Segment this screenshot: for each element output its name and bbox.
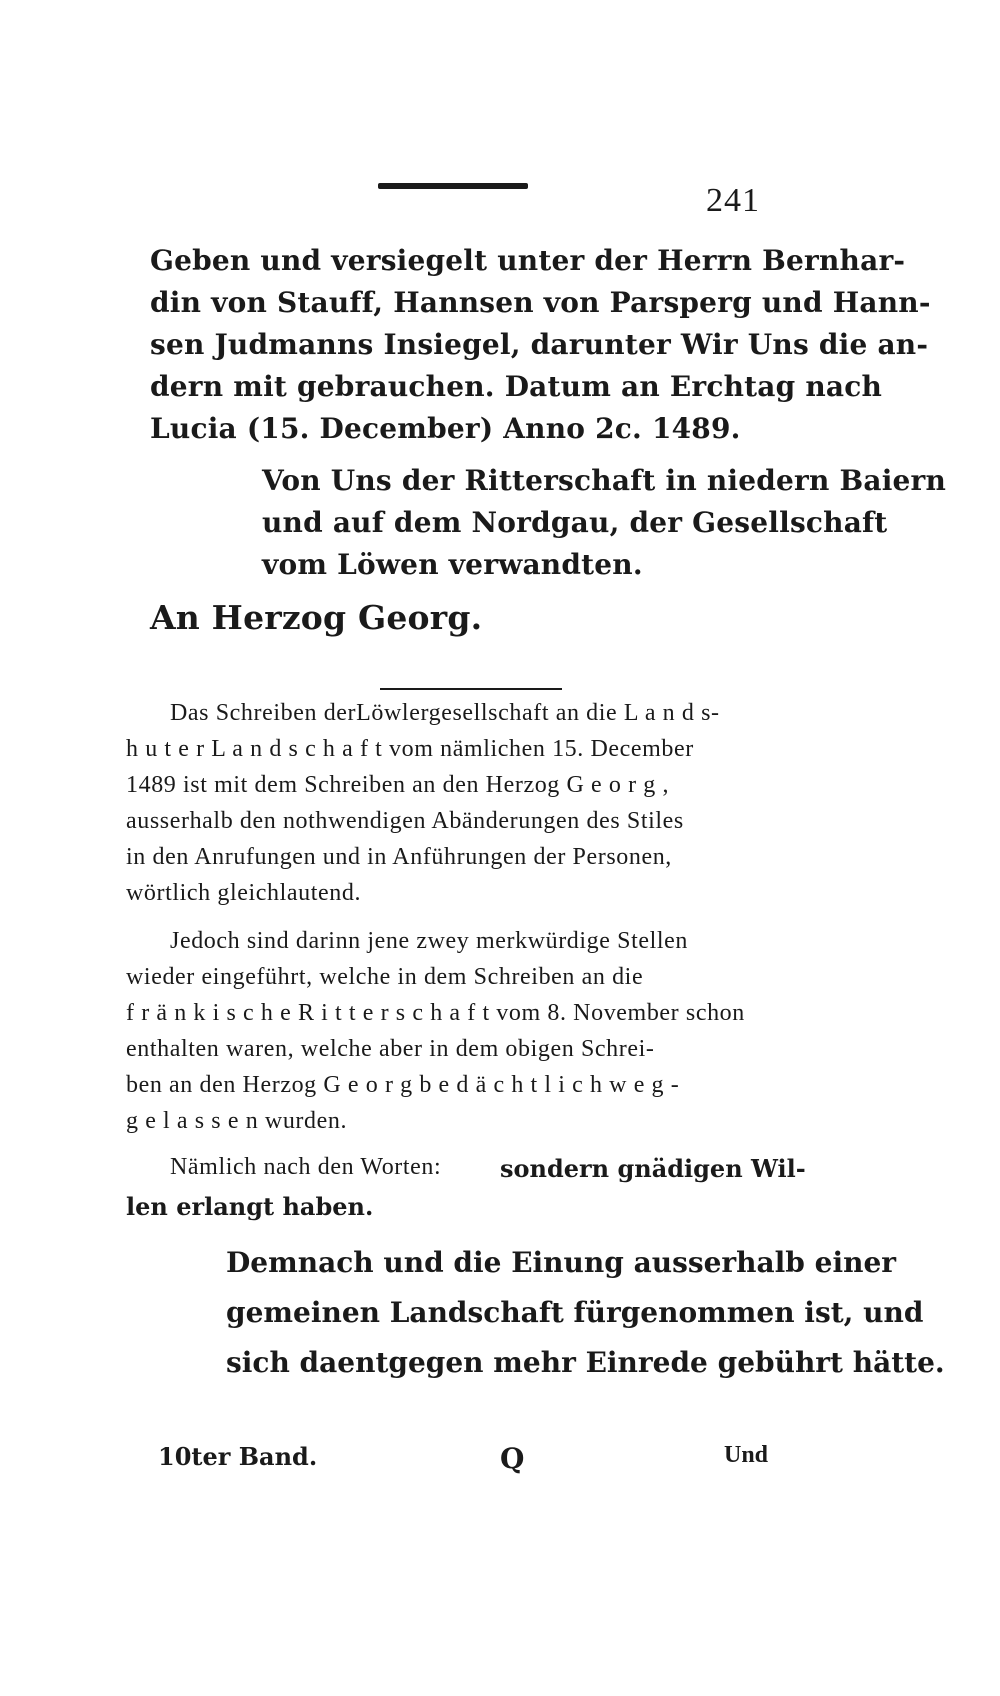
commentary-line: wieder eingeführt, welche in dem Schreiben an die: [126, 964, 644, 990]
commentary-line: Jedoch sind darinn jene zwey merkwürdige Stellen: [170, 928, 688, 954]
signature-mark: Q: [500, 1442, 525, 1475]
quoted-passage-line: gemeinen Landschaft fürgenommen ist, und: [226, 1296, 924, 1329]
section-divider: [380, 688, 562, 690]
closing-line: sen Judmanns Insiegel, darunter Wir Uns die an-: [150, 328, 929, 361]
commentary-line: h u t e r L a n d s c h a f t vom nämlichen 15. December: [126, 736, 694, 762]
closing-line: dern mit gebrauchen. Datum an Erchtag nach: [150, 370, 883, 403]
commentary-line: Das Schreiben derLöwlergesellschaft an die L a n d s-: [170, 700, 720, 726]
header-rule: [378, 183, 528, 189]
commentary-line: ausserhalb den nothwendigen Abänderungen des Stiles: [126, 808, 684, 834]
commentary-line: 1489 ist mit dem Schreiben an den Herzog G e o r g ,: [126, 772, 670, 798]
commentary-line: Nämlich nach den Worten:: [170, 1154, 442, 1180]
page-number: 241: [706, 182, 760, 219]
commentary-line: enthalten waren, welche aber in dem obigen Schrei-: [126, 1036, 655, 1062]
catchword: Und: [724, 1442, 769, 1468]
closing-line: din von Stauff, Hannsen von Parsperg und Hann-: [150, 286, 931, 319]
quoted-phrase: sondern gnädigen Wil-: [500, 1154, 806, 1183]
quoted-phrase: len erlangt haben.: [126, 1192, 374, 1221]
signature-line: Von Uns der Ritterschaft in niedern Baiern: [262, 464, 947, 497]
quoted-passage-line: sich daentgegen mehr Einrede gebührt hätte.: [226, 1346, 945, 1379]
closing-line: Lucia (15. December) Anno 2c. 1489.: [150, 412, 741, 445]
signature-line: vom Löwen verwandten.: [262, 548, 643, 581]
closing-line: Geben und versiegelt unter der Herrn Bernhar-: [150, 244, 906, 277]
commentary-line: wörtlich gleichlautend.: [126, 880, 362, 906]
signature-line: und auf dem Nordgau, der Gesellschaft: [262, 506, 888, 539]
commentary-line: ben an den Herzog G e o r g b e d ä c h t l i c h w e g -: [126, 1072, 680, 1098]
volume-footer: 10ter Band.: [158, 1442, 318, 1471]
commentary-line: in den Anrufungen und in Anführungen der Personen,: [126, 844, 672, 870]
commentary-line: g e l a s s e n wurden.: [126, 1108, 348, 1134]
address-heading: An Herzog Georg.: [150, 598, 483, 637]
commentary-line: f r ä n k i s c h e R i t t e r s c h a f t vom 8. November schon: [126, 1000, 745, 1026]
quoted-passage-line: Demnach und die Einung ausserhalb einer: [226, 1246, 897, 1279]
